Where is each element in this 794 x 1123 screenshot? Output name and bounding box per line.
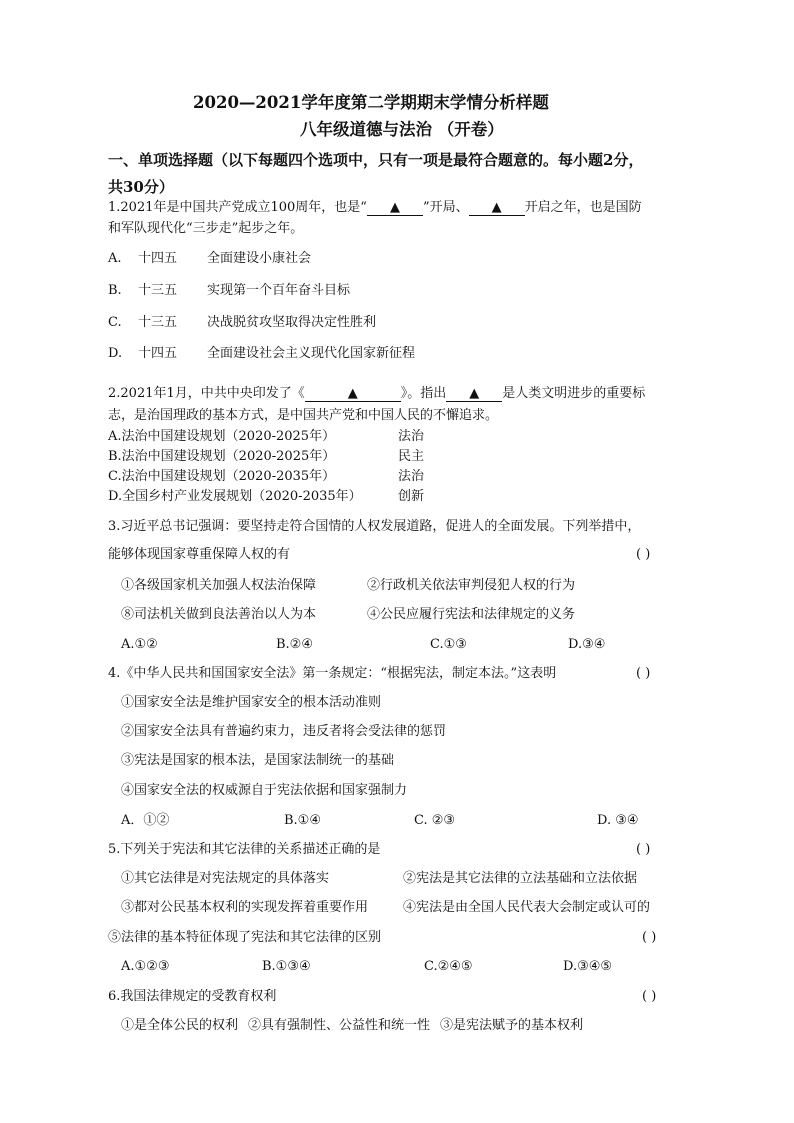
- question-5-answer-b: B.①③④: [262, 959, 311, 974]
- question-5-statement-5: ⑤法律的基本特征体现了宪法和其它法律的区别: [108, 930, 382, 945]
- question-4-statement-3: ③宪法是国家的根本法，是国家法制统一的基础: [121, 753, 395, 768]
- question-2-option-a: A.法治中国建设规划（2020-2025年） 法治: [108, 429, 425, 444]
- question-3-answer-a: A.①②: [121, 637, 158, 652]
- answer-parentheses[interactable]: ( ): [636, 547, 651, 562]
- question-5-stem: 5.下列关于宪法和其它法律的关系描述正确的是: [108, 842, 381, 857]
- question-4-stem: 4.《中华人民共和国国家安全法》第一条规定：“根据宪法，制定本法。”这表明: [108, 666, 557, 681]
- question-3-stem-cont: 能够体现国家尊重保障人权的有: [108, 547, 291, 562]
- question-5-statement-1: ①其它法律是对宪法规定的具体落实: [121, 871, 330, 886]
- answer-parentheses[interactable]: ( ): [636, 842, 651, 857]
- question-1-option-b: B. 十三五 实现第一个百年奋斗目标: [108, 283, 351, 298]
- question-6-stem: 6.我国法律规定的受教育权利: [108, 989, 277, 1004]
- question-3-answer-b: B.②④: [276, 637, 313, 652]
- question-5-answer-c: C.②④⑤: [424, 959, 473, 974]
- question-4-statement-1: ①国家安全法是维护国家安全的根本活动准则: [121, 695, 382, 710]
- question-5-answer-a: A.①②③: [121, 959, 170, 974]
- answer-parentheses[interactable]: ( ): [642, 930, 657, 945]
- question-1-option-c: C. 十三五 决战脱贫攻坚取得决定性胜利: [108, 315, 377, 330]
- section-heading-cont: 共30分）: [108, 178, 174, 196]
- answer-blank[interactable]: ▲: [469, 200, 525, 216]
- question-3-statement-3: ⑧司法机关做到良法善治以人为本: [121, 607, 317, 622]
- question-1-stem: 1.2021年是中国共产党成立100周年，也是“ ▲ ”开局、 ▲ 开启之年，也是国防: [108, 200, 642, 215]
- question-4-answer-b: B.①④: [284, 813, 321, 828]
- question-2-stem-cont: 志，是治国理政的基本方式，是中国共产党和中国人民的不懈追求。: [108, 408, 499, 423]
- answer-parentheses[interactable]: ( ): [642, 989, 657, 1004]
- question-2-stem: 2.2021年1月，中共中央印发了《 ▲ 》。指出 ▲ 是人类文明进步的重要标: [108, 386, 646, 401]
- question-5-statement-3: ③都对公民基本权利的实现发挥着重要作用: [121, 900, 369, 915]
- question-3-answer-d: D.③④: [568, 637, 606, 652]
- question-4-answer-d: D. ③④: [597, 813, 639, 828]
- answer-blank[interactable]: ▲: [367, 200, 423, 216]
- question-2-option-c: C.法治中国建设规划（2020-2035年） 法治: [108, 469, 425, 484]
- exam-title: 2020—2021学年度第二学期期末学情分析样题: [193, 93, 549, 112]
- question-4-statement-4: ④国家安全法的权威源自于宪法依据和国家强制力: [121, 783, 408, 798]
- question-5-statement-4: ④宪法是由全国人民代表大会制定或认可的: [403, 900, 651, 915]
- question-4-answer-a: A．①②: [121, 813, 170, 828]
- question-6-statements: ①是全体公民的权利 ②具有强制性、公益性和统一性 ③是宪法赋予的基本权利: [121, 1018, 584, 1033]
- question-3-answer-c: C.①③: [430, 637, 467, 652]
- question-5-statement-2: ②宪法是其它法律的立法基础和立法依据: [403, 871, 638, 886]
- question-1-option-a: A. 十四五 全面建设小康社会: [108, 251, 312, 266]
- question-3-stem: 3.习近平总书记强调：要坚持走符合国情的人权发展道路，促进人的全面发展。下列举措中，: [108, 519, 641, 534]
- question-1-option-d: D. 十四五 全面建设社会主义现代化国家新征程: [108, 346, 416, 361]
- question-3-statement-2: ②行政机关依法审判侵犯人权的行为: [367, 578, 576, 593]
- answer-blank[interactable]: ▲: [446, 386, 502, 402]
- answer-blank[interactable]: ▲: [305, 386, 401, 402]
- section-heading: 一、单项选择题（以下每题四个选项中，只有一项是最符合题意的。每小题2分，: [108, 151, 644, 169]
- question-3-statement-4: ④公民应履行宪法和法律规定的义务: [367, 607, 576, 622]
- answer-parentheses[interactable]: ( ): [636, 666, 651, 681]
- question-1-stem-cont: 和军队现代化“三步走”起步之年。: [108, 221, 304, 236]
- question-4-answer-c: C. ②③: [414, 813, 456, 828]
- question-5-answer-d: D.③④⑤: [563, 959, 613, 974]
- question-2-option-d: D.全国乡村产业发展规划（2020-2035年） 创新: [108, 489, 425, 504]
- question-4-statement-2: ②国家安全法具有普遍约束力，违反者将会受法律的惩罚: [121, 724, 447, 739]
- question-2-option-b: B.法治中国建设规划（2020-2025年） 民主: [108, 449, 425, 464]
- question-3-statement-1: ①各级国家机关加强人权法治保障: [121, 578, 317, 593]
- exam-subtitle: 八年级道德与法治 （开卷）: [300, 120, 504, 139]
